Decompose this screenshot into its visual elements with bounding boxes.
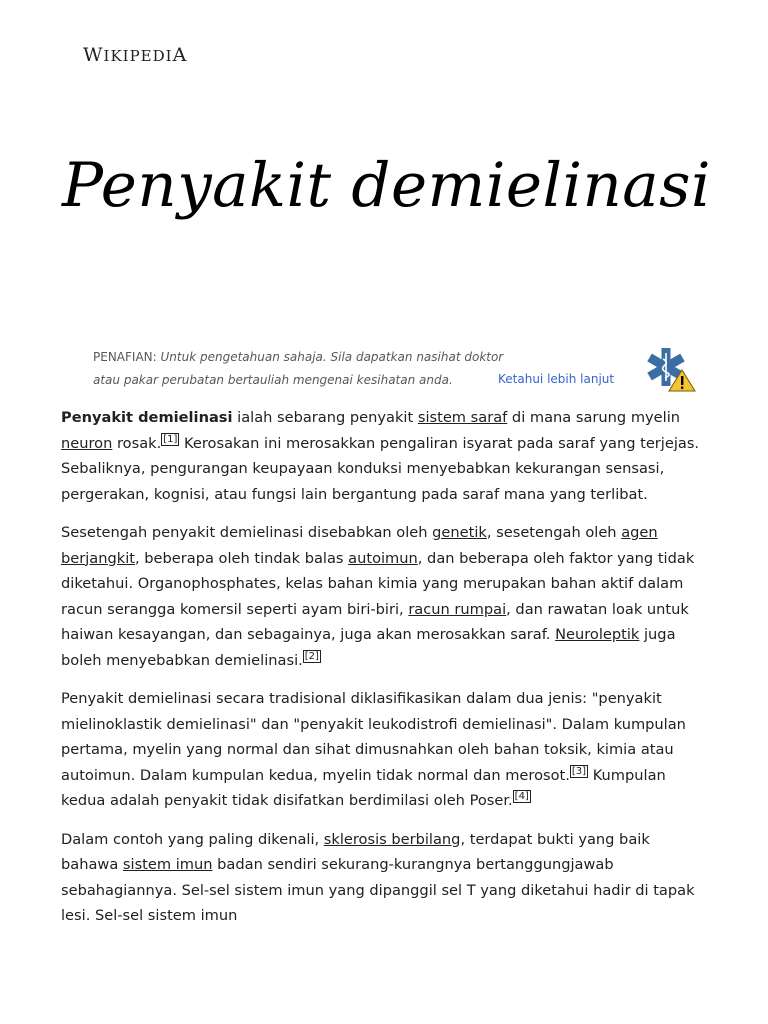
reference-3[interactable]: [3] [571, 765, 587, 777]
reference-2[interactable]: [2] [304, 650, 319, 662]
paragraph-1: Penyakit demielinasi ialah sebarang penyakit sistem saraf di mana sarung myelin neuron rosak. [1] Kerosakan ini merosakkan pengaliran isyarat pada saraf yang terjejas. Sebaliknya, pengurangan keupayaan konduksi menyebabkan kekurangan sensasi, pergerakan, kognisi, atau fungsi lain bergantung pada saraf mana yang terlibat. [61, 409, 700, 503]
link-sistem-imun[interactable]: sistem imun [122, 856, 213, 873]
link-agen-berjangkit[interactable]: agen berjangkit [61, 524, 658, 567]
wikipedia-logo[interactable] [83, 44, 187, 66]
link-autoimun[interactable]: autoimun [348, 549, 418, 567]
page-title: Penyakit demielinasi [62, 150, 711, 221]
disclaimer-message: Untuk pengetahuan sahaja. Sila dapatkan nasihat doktor atau pakar perubatan bertauliah mengenai kesihatan anda. [93, 350, 504, 387]
disclaimer-label: PENAFIAN: [93, 350, 157, 364]
logo-letter-last: A [172, 44, 188, 66]
star-of-life-warning-icon [646, 346, 696, 392]
learn-more-link[interactable]: Ketahui lebih lanjut [498, 372, 615, 386]
logo-letters-mid: IKIPEDI [103, 47, 173, 65]
paragraph-2: Sesetengah penyakit demielinasi disebabkan oleh genetik, sesetengah oleh agen berjangkit, beberapa oleh tindak balas autoimun, dan beberapa oleh faktor yang tidak diketahui. Organophosphates, kelas bahan kimia yang merupakan bahan aktif dalam racun serangga komersil seperti ayam biri-biri, racun rumpai, dan rawatan loak untuk haiwan kesayangan, dan sebagainya, juga akan merosakkan saraf. Neuroleptik juga boleh menyebabkan demielinasi. [2] [61, 524, 695, 669]
link-genetik[interactable]: genetik [432, 524, 487, 541]
link-sklerosis-berbilang[interactable]: sklerosis berbilang [323, 830, 461, 848]
link-neuroleptik[interactable]: Neuroleptik [555, 626, 640, 643]
link-racun-rumpai[interactable]: racun rumpai [408, 600, 507, 618]
bold-term: Penyakit demielinasi [61, 409, 233, 426]
medical-disclaimer [93, 346, 523, 392]
link-sistem-saraf[interactable]: sistem saraf [417, 409, 508, 426]
link-neuron[interactable]: neuron [61, 434, 113, 452]
paragraph-4: Dalam contoh yang paling dikenali, sklerosis berbilang, terdapat bukti yang baik bahawa sistem imun badan sendiri sekurang-kurangnya bertanggungjawab sebahagiannya. Sel-sel sistem imun yang dipanggil sel T yang diketahui hadir di tapak lesi. Sel-sel sistem imun [61, 830, 695, 924]
reference-1[interactable]: [1] [163, 433, 178, 445]
article-body [61, 405, 711, 942]
paragraph-3: Penyakit demielinasi secara tradisional diklasifikasikan dalam dua jenis: "penyakit mielinoklastik demielinasi" dan "penyakit leukodistrofi demielinasi". Dalam kumpulan pertama, myelin yang normal dan sihat dimusnahkan oleh bahan toksik, kimia atau autoimun. Dalam kumpulan kedua, myelin tidak normal dan merosot. [3] Kumpulan kedua adalah penyakit tidak disifatkan berdimilasi oleh Poser. [4] [61, 690, 686, 809]
reference-4[interactable]: [4] [514, 791, 529, 803]
logo-letter-first: W [83, 44, 104, 66]
